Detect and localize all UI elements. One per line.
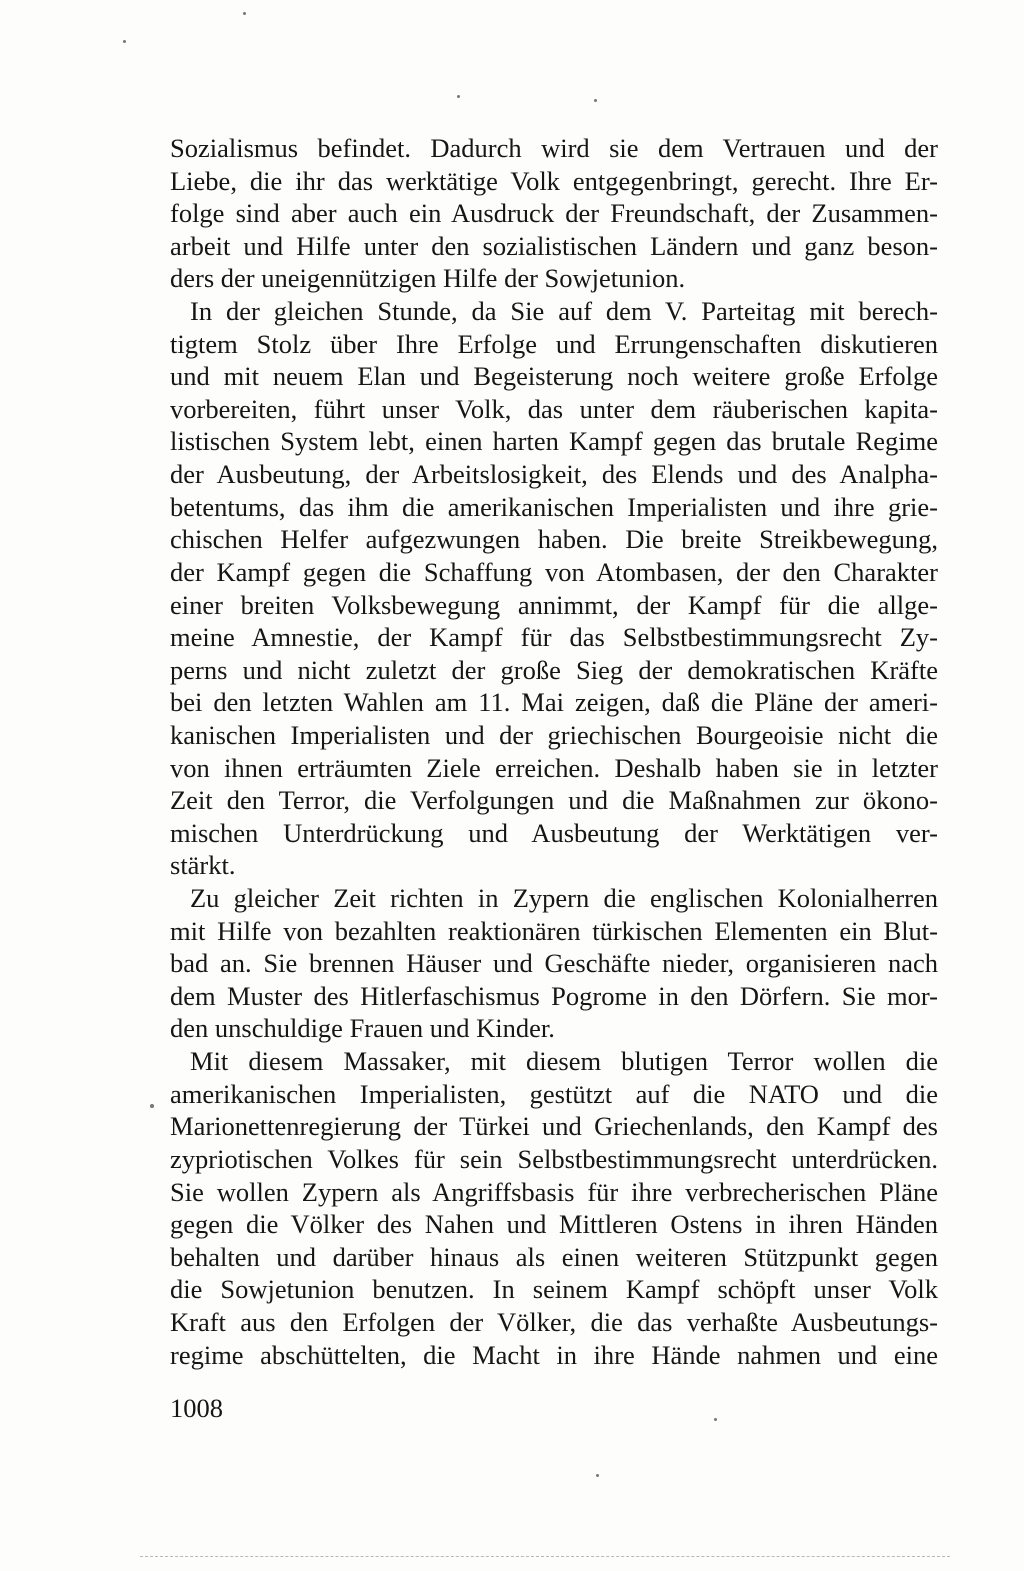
text-line: perns und nicht zuletzt der große Sieg der demokratischen Kräfte (170, 654, 938, 685)
paper-speck (123, 40, 126, 43)
text-line: ders der uneigennützigen Hilfe der Sowjetunion. (170, 263, 686, 294)
text-line: amerikanischen Imperialisten, gestützt auf die NATO und die (170, 1078, 938, 1109)
text-line: mischen Unterdrückung und Ausbeutung der Werktätigen ver- (170, 817, 938, 848)
text-line: Sie wollen Zypern als Angriffsbasis für ihre verbrecherischen Pläne (170, 1176, 938, 1207)
text-line: dem Muster des Hitlerfaschismus Pogrome in den Dörfern. Sie mor- (170, 980, 938, 1011)
text-line: tigtem Stolz über Ihre Erfolge und Errungenschaften diskutieren (170, 328, 938, 359)
text-line: gegen die Völker des Nahen und Mittleren Ostens in ihren Händen (170, 1209, 938, 1240)
text-line: der Ausbeutung, der Arbeitslosigkeit, des Elends und des Analpha- (170, 459, 938, 490)
text-line: kanischen Imperialisten und der griechischen Bourgeoisie nicht die (170, 719, 938, 750)
text-line: bad an. Sie brennen Häuser und Geschäfte nieder, organisieren nach (170, 948, 938, 979)
text-line: einer breiten Volksbewegung annimmt, der Kampf für die allge- (170, 589, 938, 620)
text-line: betentums, das ihm die amerikanischen Imperialisten und ihre grie- (170, 491, 938, 522)
text-line: Zu gleicher Zeit richten in Zypern die englischen Kolonialherren (190, 883, 938, 914)
text-line: In der gleichen Stunde, da Sie auf dem V. Parteitag mit berech- (190, 296, 938, 327)
body-text (170, 132, 938, 1371)
text-line: arbeit und Hilfe unter den sozialistischen Ländern und ganz beson- (170, 230, 938, 261)
paper-speck (594, 99, 597, 102)
text-line: Kraft aus den Erfolgen der Völker, die das verhaßte Ausbeutungs- (170, 1306, 938, 1337)
text-line: Zeit den Terror, die Verfolgungen und die Maßnahmen zur ökono- (170, 785, 938, 816)
bottom-edge-rule (140, 1556, 950, 1557)
text-line: bei den letzten Wahlen am 11. Mai zeigen, daß die Pläne der ameri- (170, 687, 938, 718)
text-line: vorbereiten, führt unser Volk, das unter dem räuberischen kapita- (170, 393, 938, 424)
paper-speck (150, 1104, 154, 1108)
text-line: folge sind aber auch ein Ausdruck der Freundschaft, der Zusammen- (170, 198, 938, 229)
text-line: Liebe, die ihr das werktätige Volk entgegenbringt, gerecht. Ihre Er- (170, 165, 938, 196)
text-line: chischen Helfer aufgezwungen haben. Die breite Streikbewegung, (170, 524, 938, 555)
text-line: mit Hilfe von bezahlten reaktionären türkischen Elementen ein Blut- (170, 915, 938, 946)
text-line: Marionettenregierung der Türkei und Griechenlands, den Kampf des (170, 1111, 938, 1142)
paper-speck (596, 1474, 599, 1477)
paper-speck (243, 12, 246, 15)
text-line: der Kampf gegen die Schaffung von Atombasen, der den Charakter (170, 556, 938, 587)
text-line: Sozialismus befindet. Dadurch wird sie dem Vertrauen und der (170, 133, 938, 163)
text-line: behalten und darüber hinaus als einen weiteren Stützpunkt gegen (170, 1241, 938, 1272)
text-line: Mit diesem Massaker, mit diesem blutigen Terror wollen die (190, 1046, 938, 1077)
text-line: zypriotischen Volkes für sein Selbstbestimmungsrecht unterdrücken. (170, 1143, 938, 1174)
text-line: und mit neuem Elan und Begeisterung noch weitere große Erfolge (170, 361, 938, 392)
paper-speck (457, 95, 460, 98)
text-line: stärkt. (170, 850, 236, 881)
text-line: die Sowjetunion benutzen. In seinem Kampf schöpft unser Volk (170, 1274, 938, 1305)
page-number: 1008 (170, 1393, 223, 1423)
paper-speck (714, 1418, 717, 1421)
text-line: meine Amnestie, der Kampf für das Selbstbestimmungsrecht Zy- (170, 622, 938, 653)
text-line: regime abschüttelten, die Macht in ihre Hände nahmen und eine (170, 1339, 938, 1370)
text-line: listischen System lebt, einen harten Kampf gegen das brutale Regime (170, 426, 938, 457)
text-line: von ihnen erträumten Ziele erreichen. Deshalb haben sie in letzter (170, 752, 938, 783)
text-line: den unschuldige Frauen und Kinder. (170, 1013, 555, 1044)
